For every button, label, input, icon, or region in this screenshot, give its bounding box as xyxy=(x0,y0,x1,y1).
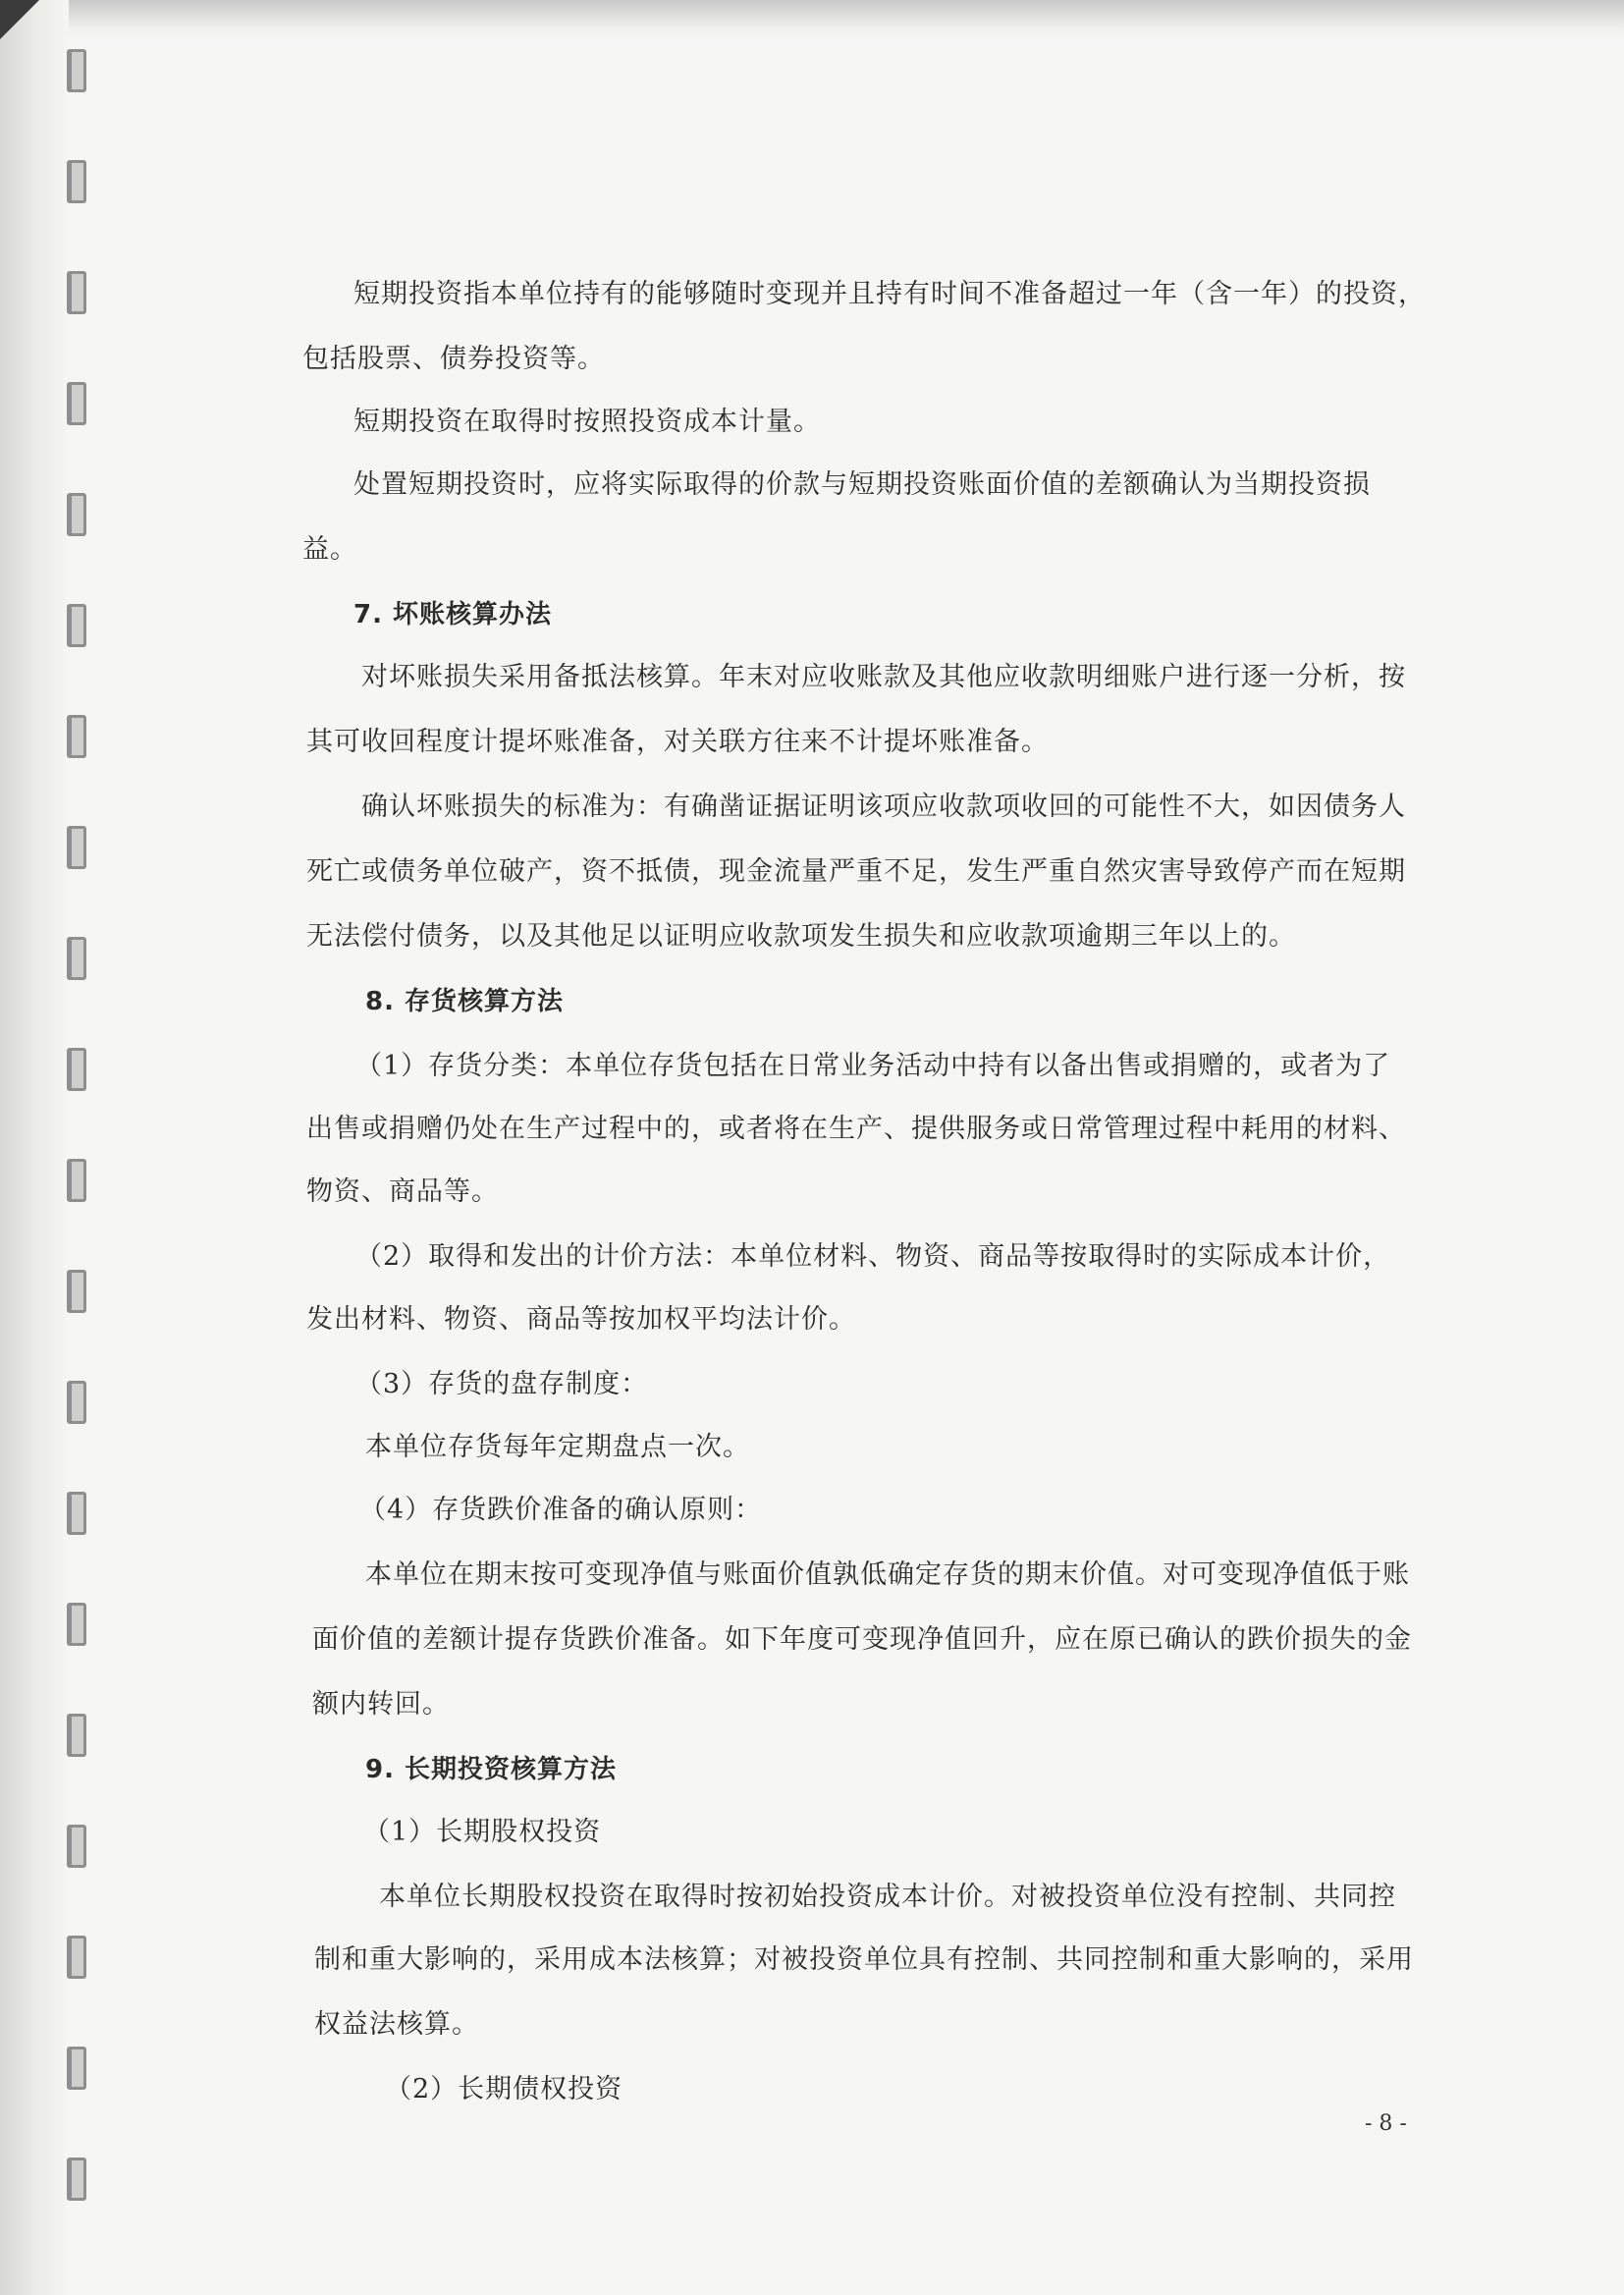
binding-ring xyxy=(67,1936,86,1979)
binding-ring xyxy=(67,826,86,869)
para-line: （4）存货跌价准备的确认原则： xyxy=(359,1495,763,1525)
binding-ring xyxy=(67,1048,86,1091)
para-line: 其可收回程度计提坏账准备，对关联方往来不计提坏账准备。 xyxy=(306,727,1049,757)
para-line: 额内转回。 xyxy=(312,1689,450,1720)
binding-ring xyxy=(67,160,86,203)
binding-ring xyxy=(67,1159,86,1202)
binding-ring xyxy=(67,1714,86,1757)
para-line: （2）长期债权投资 xyxy=(385,2074,623,2104)
para-line: 短期投资指本单位持有的能够随时变现并且持有时间不准备超过一年（含一年）的投资， xyxy=(353,279,1426,309)
scan-left-shadow xyxy=(0,0,69,2295)
binding-ring xyxy=(67,1381,86,1424)
para-line: 物资、商品等。 xyxy=(306,1176,499,1207)
para-line: 包括股票、债券投资等。 xyxy=(302,344,605,374)
binding-ring xyxy=(67,493,86,536)
spiral-binding xyxy=(67,49,90,2288)
para-line: 对坏账损失采用备抵法核算。年末对应收账款及其他应收款明细账户进行逐一分析，按 xyxy=(361,662,1406,692)
scan-top-edge xyxy=(0,0,1624,39)
para-line: 本单位长期股权投资在取得时按初始投资成本计价。对被投资单位没有控制、共同控 xyxy=(379,1882,1396,1912)
para-line: 益。 xyxy=(302,534,357,565)
binding-ring xyxy=(67,2047,86,2090)
section-heading: 7. 坏账核算办法 xyxy=(353,600,553,629)
para-line: 面价值的差额计提存货跌价准备。如下年度可变现净值回升，应在原已确认的跌价损失的金 xyxy=(312,1624,1412,1655)
para-line: 短期投资在取得时按照投资成本计量。 xyxy=(353,407,821,437)
binding-ring xyxy=(67,715,86,758)
para-line: 确认坏账损失的标准为：有确凿证据证明该项应收款项收回的可能性不大，如因债务人 xyxy=(361,792,1406,822)
para-line: （3）存货的盘存制度： xyxy=(355,1369,649,1399)
para-line: 死亡或债务单位破产，资不抵债，现金流量严重不足，发生严重自然灾害导致停产而在短期 xyxy=(306,856,1406,887)
binding-ring xyxy=(67,1270,86,1313)
binding-ring xyxy=(67,49,86,92)
binding-ring xyxy=(67,1825,86,1868)
para-line: （1）长期股权投资 xyxy=(363,1817,602,1847)
para-line: 本单位存货每年定期盘点一次。 xyxy=(365,1432,750,1462)
para-line: 本单位在期末按可变现净值与账面价值孰低确定存货的期末价值。对可变现净值低于账 xyxy=(365,1559,1410,1590)
section-heading: 9. 长期投资核算方法 xyxy=(365,1755,618,1784)
para-line: 制和重大影响的，采用成本法核算；对被投资单位具有控制、共同控制和重大影响的，采用 xyxy=(314,1944,1414,1975)
para-line: 处置短期投资时，应将实际取得的价款与短期投资账面价值的差额确认为当期投资损 xyxy=(353,469,1371,500)
para-line: 权益法核算。 xyxy=(314,2009,479,2040)
para-line: 出售或捐赠仍处在生产过程中的，或者将在生产、提供服务或日常管理过程中耗用的材料、 xyxy=(306,1114,1406,1144)
para-line: （2）取得和发出的计价方法：本单位材料、物资、商品等按取得时的实际成本计价， xyxy=(355,1241,1391,1272)
document-body xyxy=(295,255,1426,2121)
para-line: （1）存货分类：本单位存货包括在日常业务活动中持有以备出售或捐赠的，或者为了 xyxy=(355,1051,1391,1081)
binding-ring xyxy=(67,1492,86,1535)
scan-corner xyxy=(0,0,39,39)
binding-ring xyxy=(67,382,86,425)
section-heading: 8. 存货核算方法 xyxy=(365,987,565,1016)
para-line: 无法偿付债务，以及其他足以证明应收款项发生损失和应收款项逾期三年以上的。 xyxy=(306,921,1296,952)
binding-ring xyxy=(67,937,86,980)
para-line: 发出材料、物资、商品等按加权平均法计价。 xyxy=(306,1304,856,1335)
page-number: - 8 - xyxy=(1365,2111,1407,2136)
binding-ring xyxy=(67,2158,86,2201)
binding-ring xyxy=(67,271,86,314)
binding-ring xyxy=(67,604,86,647)
binding-ring xyxy=(67,1603,86,1646)
